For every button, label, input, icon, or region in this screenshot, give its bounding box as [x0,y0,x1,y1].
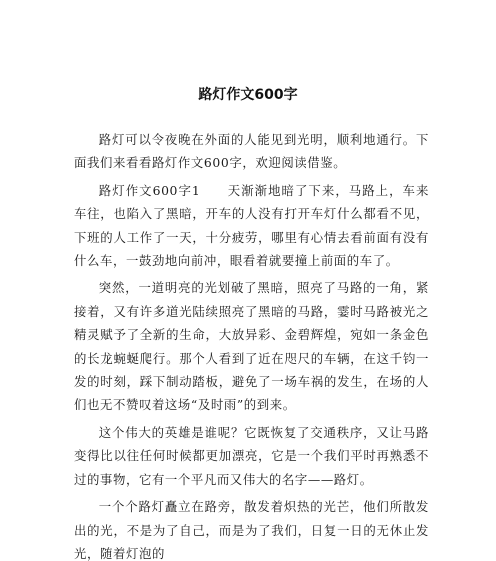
paragraph-3: 这个伟大的英雄是谁呢？它既恢复了交通秩序，又让马路变得比以往任何时候都更加漂亮，它是一个我们平时再熟悉不过的事物，它有一个平凡而又伟大的名字——路灯。 [74,424,429,487]
paragraph-1: 路灯作文600字1 天渐渐地暗了下来，马路上，车来车往，也陷入了黑暗，开车的人没有打开车灯什么都看不见，下班的人工作了一天，十分疲劳，哪里有心情去看前面有没有什么车，一鼓劲地向前冲，眼看着就要撞上前面的车了。 [74,182,429,269]
document-body [74,128,429,561]
paragraph-4: 一个个路灯矗立在路旁，散发着炽热的光芒，他们所散发出的光，不是为了自己，而是为了我们，日复一日的无休止发光，随着灯泡的 [74,499,429,561]
document-title: 路灯作文600字 [198,87,298,103]
paragraph-2: 突然，一道明亮的光划破了黑暗，照亮了马路的一角，紧接着，又有许多道光陆续照亮了黑暗的马路，霎时马路被光之精灵赋予了全新的生命，大放异彩、金碧辉煌，宛如一条金色的长龙蜿蜒爬行。那个人看到了近在咫尺的车辆，在这千钧一发的时刻，踩下制动踏板，避免了一场车祸的发生，在场的人们也无不赞叹着这场“及时雨”的到来。 [74,280,429,413]
paragraph-intro: 路灯可以令夜晚在外面的人能见到光明，顺利地通行。下面我们来看看路灯作文600字，欢迎阅读借鉴。 [74,132,429,171]
